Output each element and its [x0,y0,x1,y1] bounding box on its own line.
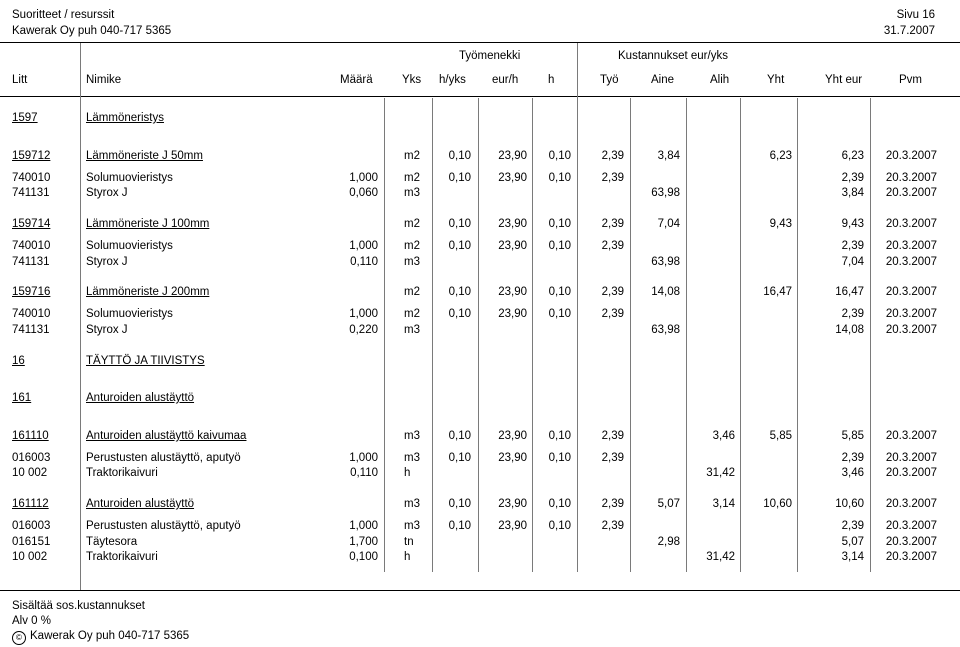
resource-row [0,520,960,535]
cell-eurh: 23,90 [498,308,527,320]
cell-h: 0,10 [548,286,571,298]
col-header-yks: Yks [402,74,422,86]
cell-litt: 10 002 [12,551,48,563]
resource-row [0,551,960,566]
cell-nimike: Anturoiden alustäyttö [86,498,195,510]
resource-row [0,308,960,323]
col-header-alih: Alih [710,74,730,86]
cell-alih: 3,14 [712,498,735,510]
cell-ytheur: 7,04 [841,256,864,268]
cell-ytheur: 6,23 [841,150,864,162]
cell-nimike: Lämmöneriste J 100mm [86,218,210,230]
section-heading-row [0,355,960,370]
cell-nimike: Solumuovieristys [86,308,173,320]
footer-note-vat: Alv 0 % [12,615,51,627]
cell-nimike: Perustusten alustäyttö, aputyö [86,520,241,532]
cell-tyo: 2,39 [601,498,624,510]
col-header-tyo: Työ [600,74,619,86]
item-row [0,430,960,445]
cell-eurh: 23,90 [498,286,527,298]
cell-aine: 63,98 [651,324,680,336]
cell-hyks: 0,10 [448,430,471,442]
cell-nimike: Perustusten alustäyttö, aputyö [86,452,241,464]
cell-pvm: 20.3.2007 [885,172,937,184]
cell-yks: tn [404,536,414,548]
cell-hyks: 0,10 [448,452,471,464]
cell-litt: 161112 [12,498,49,510]
cell-aine: 14,08 [651,286,680,298]
resource-row [0,172,960,187]
col-header-eurh: eur/h [492,74,519,86]
cell-maara: 0,060 [349,187,378,199]
group-header-tyomenekki: Työmenekki [459,50,521,62]
cell-nimike: Lämmöneristys [86,112,164,124]
group-header-kustannukset: Kustannukset eur/yks [618,50,728,62]
cell-yks: m3 [404,498,420,510]
cell-hyks: 0,10 [448,520,471,532]
cell-litt: 740010 [12,240,51,252]
cell-pvm: 20.3.2007 [885,308,937,320]
footer-rule [0,590,960,591]
resource-row [0,240,960,255]
cell-h: 0,10 [548,498,571,510]
cell-pvm: 20.3.2007 [885,187,937,199]
cell-alih: 31,42 [706,551,735,563]
cell-aine: 3,84 [657,150,680,162]
section-heading-row [0,392,960,407]
cell-litt: 016003 [12,520,51,532]
resource-row [0,452,960,467]
cell-ytheur: 9,43 [841,218,864,230]
copyright-icon: © [12,631,26,645]
cell-maara: 1,000 [349,452,378,464]
cell-yks: h [404,551,411,563]
cell-hyks: 0,10 [448,286,471,298]
cell-hyks: 0,10 [448,498,471,510]
footer-note-costs: Sisältää sos.kustannukset [12,600,145,612]
cell-yks: m3 [404,452,420,464]
cell-yks: m3 [404,187,420,199]
cell-pvm: 20.3.2007 [885,218,937,230]
cell-nimike: Solumuovieristys [86,172,173,184]
cell-maara: 0,110 [350,256,378,268]
cell-yht: 10,60 [763,498,792,510]
cell-aine: 63,98 [651,256,680,268]
cell-ytheur: 3,14 [841,551,864,563]
cell-nimike: Traktorikaivuri [86,551,158,563]
cell-yks: m3 [404,256,420,268]
cell-ytheur: 2,39 [841,308,864,320]
col-header-litt: Litt [12,74,28,86]
cell-nimike: Styrox J [86,324,128,336]
col-header-h: h [548,74,555,86]
cell-h: 0,10 [548,172,571,184]
cell-yks: m2 [404,150,420,162]
cell-hyks: 0,10 [448,240,471,252]
cell-yks: m3 [404,324,420,336]
resource-row [0,467,960,482]
cell-litt: 159716 [12,286,51,298]
cell-pvm: 20.3.2007 [885,467,937,479]
cell-nimike: Lämmöneriste J 200mm [86,286,210,298]
cell-ytheur: 3,46 [841,467,864,479]
cell-litt: 740010 [12,308,51,320]
cell-yks: h [404,467,411,479]
cell-litt: 10 002 [12,467,48,479]
cell-tyo: 2,39 [601,150,624,162]
footer-copyright [12,630,189,645]
cell-tyo: 2,39 [601,286,624,298]
cell-pvm: 20.3.2007 [885,452,937,464]
cell-litt: 1597 [12,112,38,124]
cell-nimike: Anturoiden alustäyttö kaivumaa [86,430,247,442]
col-header-aine: Aine [651,74,675,86]
cell-litt: 161110 [12,430,49,442]
cell-nimike: Styrox J [86,187,128,199]
item-row [0,286,960,301]
cell-litt: 161 [12,392,32,404]
cell-ytheur: 10,60 [835,498,864,510]
cell-yks: m2 [404,172,420,184]
cell-yks: m2 [404,240,420,252]
cell-aine: 7,04 [657,218,680,230]
company-info: Kawerak Oy puh 040-717 5365 [12,25,172,37]
resource-row [0,324,960,339]
cell-maara: 1,000 [349,240,378,252]
cell-ytheur: 2,39 [841,240,864,252]
cell-h: 0,10 [548,218,571,230]
col-header-hyks: h/yks [439,74,466,86]
cell-nimike: Solumuovieristys [86,240,173,252]
col-header-maara: Määrä [340,74,373,86]
resource-row [0,187,960,202]
cell-nimike: Traktorikaivuri [86,467,158,479]
cell-eurh: 23,90 [498,452,527,464]
header-rule-top [0,42,960,43]
item-row [0,150,960,165]
cell-yks: m2 [404,286,420,298]
cell-hyks: 0,10 [448,218,471,230]
cell-ytheur: 5,07 [841,536,864,548]
cell-yht: 5,85 [769,430,792,442]
cell-eurh: 23,90 [498,498,527,510]
cell-yks: m3 [404,520,420,532]
cell-eurh: 23,90 [498,240,527,252]
col-header-yht: Yht [767,74,785,86]
cell-hyks: 0,10 [448,172,471,184]
cell-maara: 1,000 [349,308,378,320]
cell-litt: 741131 [12,324,50,336]
cell-tyo: 2,39 [601,430,624,442]
cell-pvm: 20.3.2007 [885,551,937,563]
cell-pvm: 20.3.2007 [885,498,937,510]
cell-pvm: 20.3.2007 [885,286,937,298]
cell-nimike: Täytesora [86,536,138,548]
cell-yks: m3 [404,430,420,442]
cell-yht: 16,47 [763,286,792,298]
cell-litt: 740010 [12,172,51,184]
cell-tyo: 2,39 [601,172,624,184]
cell-yks: m2 [404,308,420,320]
cell-ytheur: 5,85 [841,430,864,442]
cell-litt: 016151 [12,536,51,548]
cell-nimike: Anturoiden alustäyttö [86,392,195,404]
cell-litt: 741131 [12,256,50,268]
cell-eurh: 23,90 [498,430,527,442]
footer-company: Kawerak Oy puh 040-717 5365 [30,630,190,642]
cell-yht: 9,43 [769,218,792,230]
resource-row [0,536,960,551]
cell-ytheur: 2,39 [841,520,864,532]
cell-hyks: 0,10 [448,150,471,162]
report-title: Suoritteet / resurssit [12,9,115,21]
resource-row [0,256,960,271]
cell-tyo: 2,39 [601,240,624,252]
cell-pvm: 20.3.2007 [885,430,937,442]
cell-pvm: 20.3.2007 [885,324,937,336]
cell-alih: 3,46 [712,430,735,442]
cell-pvm: 20.3.2007 [885,240,937,252]
item-row [0,218,960,233]
cell-ytheur: 16,47 [835,286,864,298]
cell-tyo: 2,39 [601,452,624,464]
cell-h: 0,10 [548,308,571,320]
cell-maara: 0,220 [349,324,378,336]
cell-yht: 6,23 [769,150,792,162]
cell-eurh: 23,90 [498,218,527,230]
cell-ytheur: 3,84 [841,187,864,199]
cell-tyo: 2,39 [601,218,624,230]
cell-litt: 16 [12,355,25,367]
cell-eurh: 23,90 [498,150,527,162]
cell-hyks: 0,10 [448,308,471,320]
item-row [0,498,960,513]
col-header-pvm: Pvm [899,74,922,86]
cell-nimike: Lämmöneriste J 50mm [86,150,203,162]
cell-alih: 31,42 [706,467,735,479]
cell-nimike: Styrox J [86,256,128,268]
cell-maara: 1,700 [349,536,378,548]
cell-aine: 63,98 [651,187,680,199]
cell-litt: 159712 [12,150,51,162]
cell-maara: 0,100 [349,551,378,563]
cell-tyo: 2,39 [601,520,624,532]
cell-tyo: 2,39 [601,308,624,320]
col-header-ytheur: Yht eur [825,74,863,86]
cell-h: 0,10 [548,240,571,252]
cell-ytheur: 14,08 [835,324,864,336]
cell-ytheur: 2,39 [841,452,864,464]
cell-h: 0,10 [548,452,571,464]
cell-litt: 741131 [12,187,50,199]
page-number: Sivu 16 [896,9,935,21]
cell-maara: 1,000 [349,520,378,532]
report-date: 31.7.2007 [883,25,935,37]
cell-nimike: TÄYTTÖ JA TIIVISTYS [86,355,205,367]
cell-h: 0,10 [548,150,571,162]
cell-eurh: 23,90 [498,172,527,184]
cell-maara: 1,000 [349,172,378,184]
cell-maara: 0,110 [350,467,378,479]
cell-ytheur: 2,39 [841,172,864,184]
col-header-nimike: Nimike [86,74,122,86]
cell-aine: 5,07 [657,498,680,510]
cell-pvm: 20.3.2007 [885,150,937,162]
cell-yks: m2 [404,218,420,230]
cell-pvm: 20.3.2007 [885,256,937,268]
cell-litt: 159714 [12,218,51,230]
cell-aine: 2,98 [657,536,680,548]
cell-h: 0,10 [548,430,571,442]
section-heading-row [0,112,960,127]
header-rule-bottom [0,96,960,97]
cell-litt: 016003 [12,452,51,464]
cell-pvm: 20.3.2007 [885,520,937,532]
cell-h: 0,10 [548,520,571,532]
cell-pvm: 20.3.2007 [885,536,937,548]
cell-eurh: 23,90 [498,520,527,532]
